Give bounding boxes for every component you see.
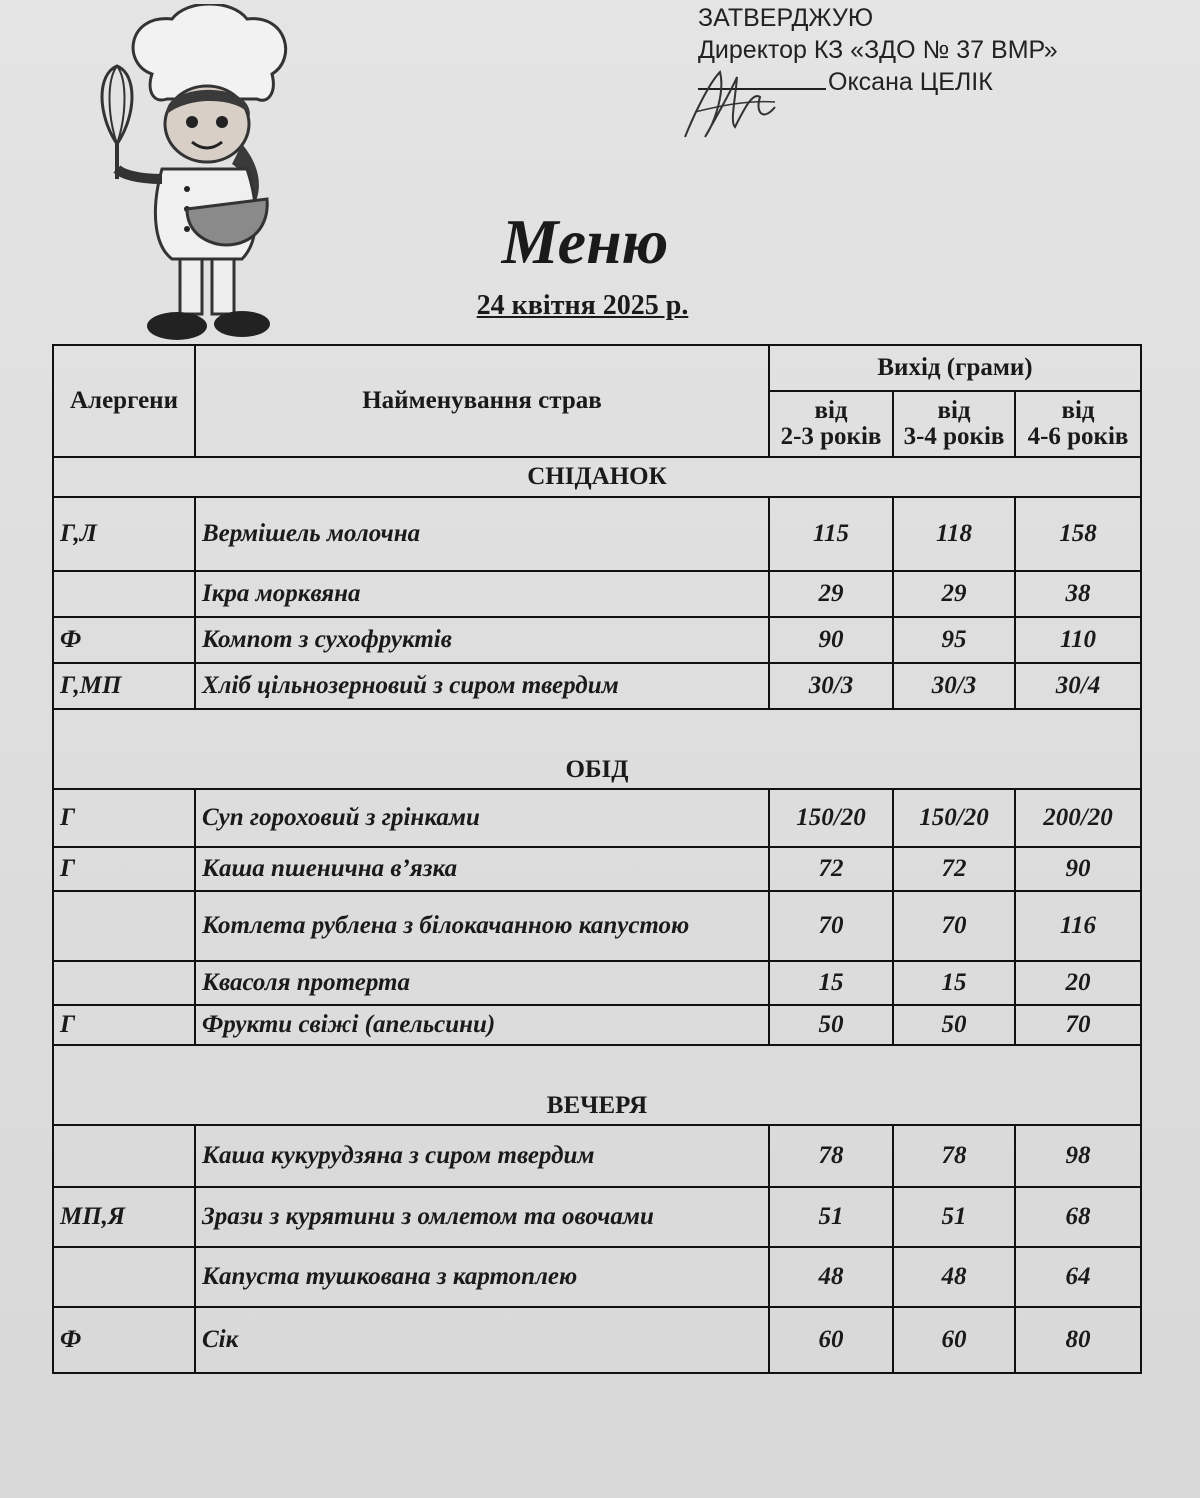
table-row: МП,Я Зрази з курятини з омлетом та овочами 51 51 68	[53, 1187, 1141, 1247]
table-row: Г,Л Вермішель молочна 115 118 158	[53, 497, 1141, 571]
header-age-group: від 3-4 років	[893, 391, 1015, 457]
menu-date: 24 квітня 2025 р.	[476, 290, 689, 321]
table-row: Ф Компот з сухофруктів 90 95 110	[53, 617, 1141, 663]
section-dinner: ВЕЧЕРЯ	[53, 1045, 1141, 1125]
approval-director-title: Директор КЗ «ЗДО № 37 ВМР»	[698, 36, 1058, 64]
header-age-group: від 2-3 років	[769, 391, 893, 457]
director-name: Оксана ЦЕЛІК	[828, 68, 993, 96]
header-dishes: Найменування страв	[195, 345, 769, 457]
table-row: Капуста тушкована з картоплею 48 48 64	[53, 1247, 1141, 1307]
table-row: Ф Сік 60 60 80	[53, 1307, 1141, 1373]
table-row: Г Каша пшенична в’язка 72 72 90	[53, 847, 1141, 891]
page-title: Меню	[501, 206, 669, 277]
table-row: Каша кукурудзяна з сиром твердим 78 78 98	[53, 1125, 1141, 1187]
table-row: Ікра морквяна 29 29 38	[53, 571, 1141, 617]
table-row: Г Суп гороховий з грінками 150/20 150/20 200/20	[53, 789, 1141, 847]
header-output: Вихід (грами)	[769, 345, 1141, 391]
table-row: Г Фрукти свіжі (апельсини) 50 50 70	[53, 1005, 1141, 1045]
table-row: Котлета рублена з білокачанною капустою 70 70 116	[53, 891, 1141, 961]
table-row: Квасоля протерта 15 15 20	[53, 961, 1141, 1005]
menu-table	[52, 344, 1142, 1374]
section-breakfast: СНІДАНОК	[53, 457, 1141, 497]
table-row: Г,МП Хліб цільнозерновий з сиром твердим 30/3 30/3 30/4	[53, 663, 1141, 709]
header-age-group: від 4-6 років	[1015, 391, 1141, 457]
approval-heading: ЗАТВЕРДЖУЮ	[698, 4, 874, 32]
section-lunch: ОБІД	[53, 709, 1141, 789]
handwritten-signature	[675, 52, 785, 147]
header-allergens: Алергени	[53, 345, 195, 457]
